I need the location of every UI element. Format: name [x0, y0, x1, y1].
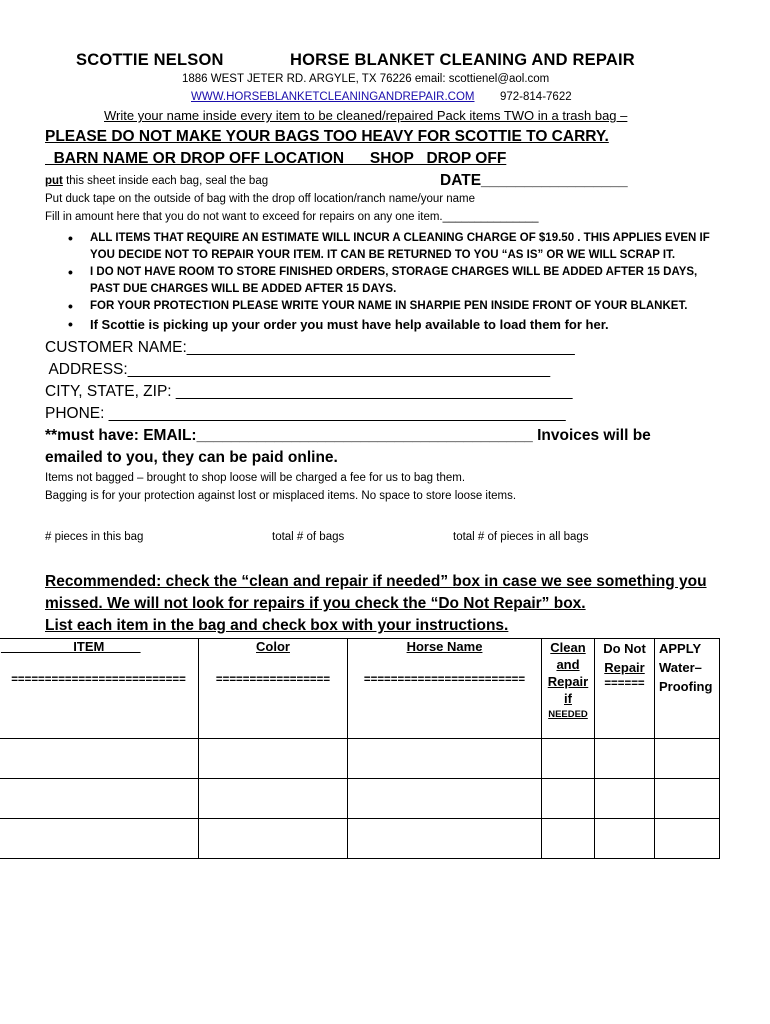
table-row[interactable]	[0, 739, 720, 779]
color-divider: =================	[215, 674, 331, 686]
website-link[interactable]: WWW.HORSEBLANKETCLEANINGANDREPAIR.COM	[191, 91, 475, 103]
col-horse-name	[348, 639, 542, 739]
put-rest: this sheet inside each bag, seal the bag	[62, 175, 269, 187]
color-cell[interactable]	[199, 739, 348, 779]
item-cell[interactable]	[0, 739, 199, 779]
put-word: put	[45, 175, 63, 187]
policy-bullets	[68, 230, 728, 334]
items-table	[0, 638, 720, 859]
waterproofing-checkbox[interactable]	[655, 739, 720, 779]
put-sheet-line	[45, 175, 268, 187]
col-waterproofing	[655, 639, 720, 739]
header-name: SCOTTIE NELSON	[76, 51, 224, 69]
horse-name-cell[interactable]	[348, 739, 542, 779]
donot-divider: ======	[604, 678, 645, 690]
repair-limit-field[interactable]: Fill in amount here that you do not want to exceed for repairs on any one item._______________	[45, 211, 539, 223]
do-not-repair-checkbox[interactable]	[595, 779, 655, 819]
waterproofing-checkbox[interactable]	[655, 819, 720, 859]
col-clean-repair	[542, 639, 595, 739]
do-not-repair-checkbox[interactable]	[595, 739, 655, 779]
col-color	[199, 639, 348, 739]
bullet-estimate: • ALL ITEMS THAT REQUIRE AN ESTIMATE WILL INCUR A CLEANING CHARGE OF $19.50 . THIS APPLIES EVEN IF YOU DECIDE NOT TO REPAIR YOUR ITEM. IT CAN BE RETURNED TO YOU “AS IS” OR WE WILL SCRAP IT.	[68, 230, 728, 264]
table-row[interactable]	[0, 819, 720, 859]
bagging-fee-line: Items not bagged – brought to shop loose will be charged a fee for us to bag them.	[45, 472, 466, 484]
warning-heavy: PLEASE DO NOT MAKE YOUR BAGS TOO HEAVY FOR SCOTTIE TO CARRY.	[45, 128, 609, 145]
do-not-repair-checkbox[interactable]	[595, 819, 655, 859]
color-cell[interactable]	[199, 819, 348, 859]
header-address: 1886 WEST JETER RD. ARGYLE, TX 76226 email: scottienel@aol.com	[182, 73, 550, 85]
bullet-storage: • I DO NOT HAVE ROOM TO STORE FINISHED ORDERS, STORAGE CHARGES WILL BE ADDED AFTER 15 DAYS, PAST DUE CHARGES WILL BE ADDED AFTER 15 DAYS.	[68, 264, 728, 298]
clean-header-5: NEEDED	[548, 709, 588, 720]
clean-repair-checkbox[interactable]	[542, 779, 595, 819]
item-cell[interactable]	[0, 779, 199, 819]
total-bags-label: total # of bags	[272, 531, 345, 543]
bullet-pickup: • If Scottie is picking up your order you must have help available to load them for her.	[68, 315, 728, 334]
recommend-line-2: missed. We will not look for repairs if you check the “Do Not Repair” box.	[45, 595, 586, 612]
bullet-sharpie: • FOR YOUR PROTECTION PLEASE WRITE YOUR NAME IN SHARPIE PEN INSIDE FRONT OF YOUR BLANKET.	[68, 298, 728, 315]
clean-header-3: Repair	[547, 674, 589, 689]
recommend-line-1: Recommended: check the “clean and repair if needed” box in case we see something you	[45, 573, 707, 590]
table-row[interactable]	[0, 779, 720, 819]
pieces-in-bag-label: # pieces in this bag	[45, 531, 144, 543]
phone-field[interactable]: PHONE: _____________________________________________________	[45, 405, 566, 422]
item-divider: ==========================	[11, 674, 186, 686]
email-field[interactable]: **must have: EMAIL:_______________________________________ Invoices will be	[45, 427, 651, 444]
color-header: Color	[256, 639, 290, 654]
clean-repair-checkbox[interactable]	[542, 819, 595, 859]
customer-name-field[interactable]: CUSTOMER NAME:_____________________________________________	[45, 339, 575, 356]
waterproofing-checkbox[interactable]	[655, 779, 720, 819]
donot-header-2: Repair	[604, 660, 645, 675]
water-header-1: APPLY	[659, 641, 702, 656]
clean-repair-checkbox[interactable]	[542, 739, 595, 779]
water-header-3: Proofing	[659, 679, 713, 694]
clean-header-1: Clean	[550, 640, 586, 655]
total-pieces-label: total # of pieces in all bags	[453, 531, 589, 543]
item-cell[interactable]	[0, 819, 199, 859]
water-header-2: Water–	[659, 660, 702, 675]
donot-header-1: Do Not	[603, 641, 646, 656]
bagging-protection-line: Bagging is for your protection against lost or misplaced items. No space to store loose items.	[45, 490, 517, 502]
duct-tape-line: Put duck tape on the outside of bag with the drop off location/ranch name/your name	[45, 193, 476, 205]
email-note: emailed to you, they can be paid online.	[45, 449, 338, 466]
instruction-line: Write your name inside every item to be cleaned/repaired Pack items TWO in a trash bag –	[104, 108, 628, 123]
horse-name-header: Horse Name	[406, 639, 483, 654]
table-header-row	[0, 639, 720, 739]
horse-name-divider: ========================	[363, 674, 526, 686]
col-do-not-repair	[595, 639, 655, 739]
city-state-zip-field[interactable]: CITY, STATE, ZIP: ______________________________________________	[45, 383, 573, 400]
horse-name-cell[interactable]	[348, 779, 542, 819]
barn-name-line: BARN NAME OR DROP OFF LOCATION SHOP DROP OFF	[45, 150, 507, 167]
header-business: HORSE BLANKET CLEANING AND REPAIR	[290, 51, 635, 69]
date-field[interactable]: DATE_________________	[440, 172, 628, 189]
horse-name-cell[interactable]	[348, 819, 542, 859]
header-phone: 972-814-7622	[500, 91, 572, 103]
col-item	[0, 639, 199, 739]
color-cell[interactable]	[199, 779, 348, 819]
item-header: __________ITEM_____	[1, 639, 141, 654]
address-field[interactable]: ADDRESS:_________________________________________________	[45, 361, 551, 378]
clean-header-4: if	[564, 691, 572, 706]
recommend-line-3: List each item in the bag and check box with your instructions.	[45, 617, 509, 634]
clean-header-2: and	[556, 657, 580, 672]
